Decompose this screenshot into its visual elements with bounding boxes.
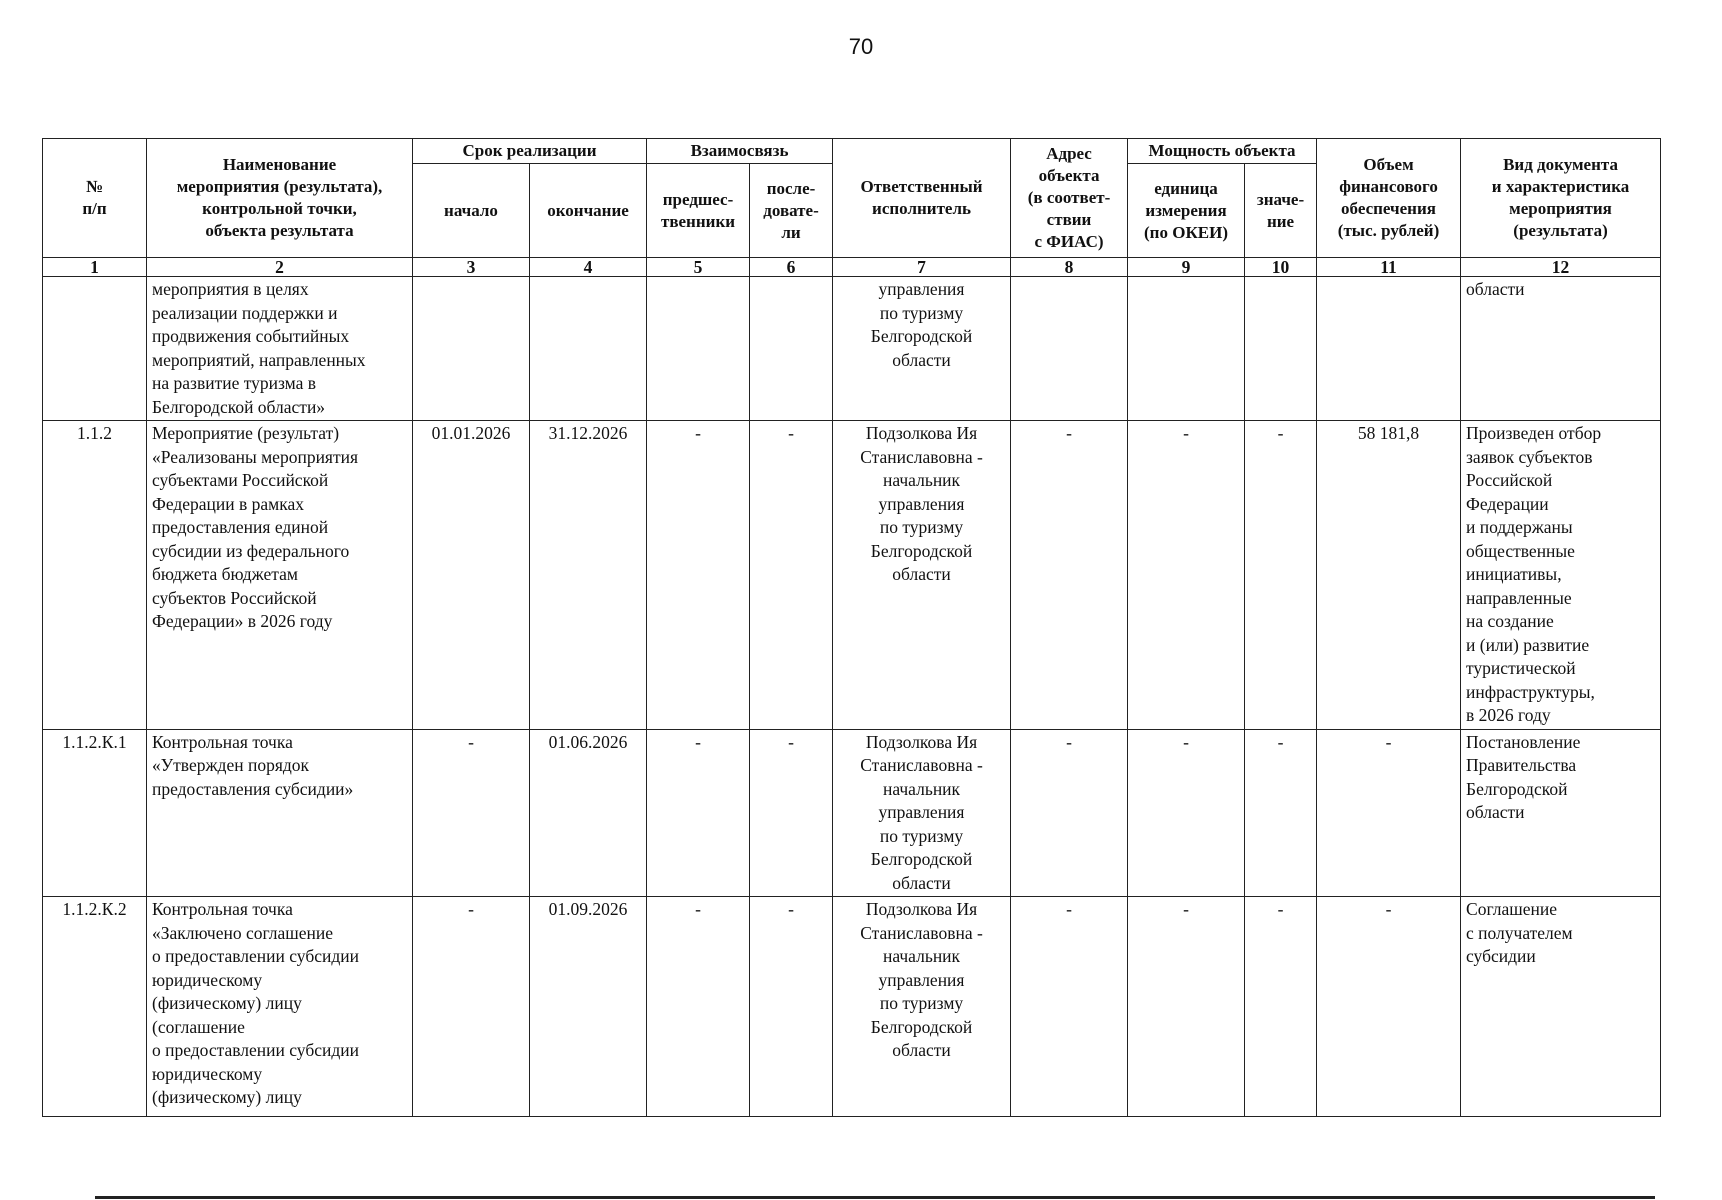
header-financing: Объем финансового обеспечения (тыс. рублей) — [1317, 139, 1461, 258]
column-number: 4 — [530, 258, 647, 277]
row-successors: - — [750, 897, 833, 1117]
header-num: № п/п — [43, 139, 147, 258]
row-financing: 58 181,8 — [1317, 421, 1461, 730]
header-address: Адрес объекта (в соответ- ствии с ФИАС) — [1011, 139, 1128, 258]
row-end: 31.12.2026 — [530, 421, 647, 730]
row-value — [1245, 277, 1317, 421]
row-unit — [1128, 277, 1245, 421]
row-financing: - — [1317, 897, 1461, 1117]
header-document: Вид документа и характеристика мероприятия (результата) — [1461, 139, 1661, 258]
header-successors: после- довате- ли — [750, 164, 833, 258]
row-num: 1.1.2 — [43, 421, 147, 730]
header-unit: единица измерения (по ОКЕИ) — [1128, 164, 1245, 258]
row-unit: - — [1128, 729, 1245, 897]
row-value: - — [1245, 729, 1317, 897]
plan-table — [42, 138, 1661, 1117]
row-successors — [750, 277, 833, 421]
row-end: 01.09.2026 — [530, 897, 647, 1117]
row-predecessors — [647, 277, 750, 421]
column-number: 2 — [147, 258, 413, 277]
header-name: Наименование мероприятия (результата), контрольной точки, объекта результата — [147, 139, 413, 258]
column-number: 8 — [1011, 258, 1128, 277]
row-value: - — [1245, 897, 1317, 1117]
row-unit: - — [1128, 897, 1245, 1117]
row-predecessors: - — [647, 421, 750, 730]
row-document: области — [1461, 277, 1661, 421]
row-predecessors: - — [647, 897, 750, 1117]
header-predecessors: предшес- твенники — [647, 164, 750, 258]
table-row — [43, 421, 1661, 730]
row-num: 1.1.2.К.1 — [43, 729, 147, 897]
row-name: Контрольная точка «Заключено соглашение о предоставлении субсидии юридическому (физическому) лицу (соглашение о предоставлении субсидии юридическому (физическому) лицу — [147, 897, 413, 1117]
row-start: - — [413, 897, 530, 1117]
column-number: 5 — [647, 258, 750, 277]
row-document: Произведен отбор заявок субъектов Российской Федерации и поддержаны общественные инициативы, направленные на создание и (или) развитие туристической инфраструктуры, в 2026 году — [1461, 421, 1661, 730]
column-number: 1 — [43, 258, 147, 277]
row-responsible: управления по туризму Белгородской области — [833, 277, 1011, 421]
row-address: - — [1011, 729, 1128, 897]
row-end: 01.06.2026 — [530, 729, 647, 897]
column-number: 7 — [833, 258, 1011, 277]
table-row — [43, 277, 1661, 421]
column-number: 9 — [1128, 258, 1245, 277]
row-document: Постановление Правительства Белгородской области — [1461, 729, 1661, 897]
header-value: значе- ние — [1245, 164, 1317, 258]
header-term: Срок реализации — [413, 139, 647, 164]
header-end: окончание — [530, 164, 647, 258]
row-value: - — [1245, 421, 1317, 730]
header-responsible: Ответственный исполнитель — [833, 139, 1011, 258]
row-document: Соглашение с получателем субсидии — [1461, 897, 1661, 1117]
row-successors: - — [750, 729, 833, 897]
row-num: 1.1.2.К.2 — [43, 897, 147, 1117]
column-number: 3 — [413, 258, 530, 277]
row-responsible: Подзолкова Ия Станиславовна - начальник управления по туризму Белгородской области — [833, 421, 1011, 730]
table-row — [43, 897, 1661, 1117]
row-address: - — [1011, 421, 1128, 730]
row-successors: - — [750, 421, 833, 730]
row-responsible: Подзолкова Ия Станиславовна - начальник управления по туризму Белгородской области — [833, 897, 1011, 1117]
row-start: - — [413, 729, 530, 897]
row-end — [530, 277, 647, 421]
row-unit: - — [1128, 421, 1245, 730]
column-number: 11 — [1317, 258, 1461, 277]
header-start: начало — [413, 164, 530, 258]
row-financing: - — [1317, 729, 1461, 897]
table-row — [43, 729, 1661, 897]
row-name: Контрольная точка «Утвержден порядок предоставления субсидии» — [147, 729, 413, 897]
column-number: 12 — [1461, 258, 1661, 277]
row-financing — [1317, 277, 1461, 421]
header-row-1 — [43, 139, 1661, 164]
row-predecessors: - — [647, 729, 750, 897]
column-number: 6 — [750, 258, 833, 277]
row-name: Мероприятие (результат) «Реализованы мероприятия субъектами Российской Федерации в рамках предоставления единой субсидии из федерального бюджета бюджетам субъектов Российской Федерации» в 2026 году — [147, 421, 413, 730]
row-start: 01.01.2026 — [413, 421, 530, 730]
row-responsible: Подзолкова Ия Станиславовна - начальник управления по туризму Белгородской области — [833, 729, 1011, 897]
row-address: - — [1011, 897, 1128, 1117]
header-link: Взаимосвязь — [647, 139, 833, 164]
page-number: 70 — [848, 34, 874, 59]
row-address — [1011, 277, 1128, 421]
header-power: Мощность объекта — [1128, 139, 1317, 164]
scan-bottom-edge — [95, 1196, 1655, 1199]
row-name: мероприятия в целях реализации поддержки и продвижения событийных мероприятий, направленных на развитие туризма в Белгородской области» — [147, 277, 413, 421]
column-number: 10 — [1245, 258, 1317, 277]
row-start — [413, 277, 530, 421]
column-number-row — [43, 258, 1661, 277]
row-num — [43, 277, 147, 421]
